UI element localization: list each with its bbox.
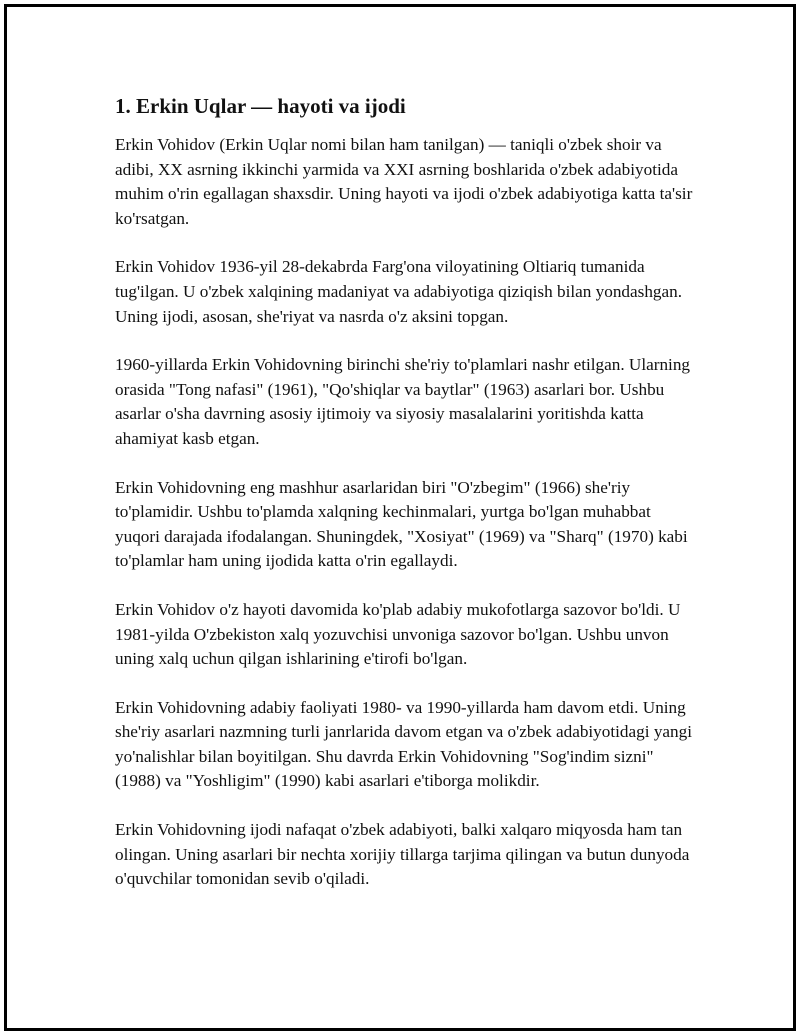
paragraph-later-works: Erkin Vohidovning adabiy faoliyati 1980- va 1990-yillarda ham davom etdi. Uning she'riy asarlari nazmning turli janrlarida davom etgan va o'zbek adabiyotidagi yangi yo'nalishlar bilan boyitilgan. Shu davrda Erkin Vohidovning "Sog'indim sizni" (1988) va "Yoshligim" (1990) kabi asarlari e'tiborga molikdir. [115, 697, 692, 791]
paragraph-first-collections: 1960-yillarda Erkin Vohidovning birinchi she'riy to'plamlari nashr etilgan. Ularning orasida "Tong nafasi" (1961), "Qo'shiqlar va baytlar" (1963) asarlari bor. Ushbu asarlar o'sha davrning asosiy ijtimoiy va siyosiy masalalarini yoritishda katta ahamiyat kasb etgan. [115, 355, 691, 448]
paragraph-international: Erkin Vohidovning ijodi nafaqat o'zbek adabiyoti, balki xalqaro miqyosda ham tan olingan. Uning asarlari bir nechta xorijiy tillarga tarjima qilingan va butun dunyoda o'quvchilar tomonidan sevib o'qiladi. [115, 820, 690, 889]
document-body [115, 92, 695, 916]
paragraph-intro: Erkin Vohidov (Erkin Uqlar nomi bilan ham tanilgan) — taniqli o'zbek shoir va adibi, XX asrning ikkinchi yarmida va XXI asrning boshlarida o'zbek adabiyotida muhim o'rin egallagan shaxsdir. Uning hayoti va ijodi o'zbek adabiyotiga katta ta'sir ko'rsatgan. [115, 135, 693, 228]
paragraph-birth: Erkin Vohidov 1936-yil 28-dekabrda Farg'ona viloyatining Oltiariq tumanida tug'ilgan. U o'zbek xalqining madaniyat va adabiyotiga qiziqish bilan yondashgan. Uning ijodi, asosan, she'riyat va nasrda o'z aksini topgan. [115, 257, 683, 326]
paragraph-awards: Erkin Vohidov o'z hayoti davomida ko'plab adabiy mukofotlarga sazovor bo'ldi. U 1981-yilda O'zbekiston xalq yozuvchisi unvoniga sazovor bo'lgan. Ushbu unvon uning xalq uchun qilgan ishlarining e'tirofi bo'lgan. [115, 599, 681, 669]
document-title: 1. Erkin Uqlar — hayoti va ijodi [115, 94, 406, 118]
paragraph-ozbegim: Erkin Vohidovning eng mashhur asarlaridan biri "O'zbegim" (1966) she'riy to'plamidir. Ushbu to'plamda xalqning kechinmalari, yurtga bo'lgan muhabbat yuqori darajada ifodalangan. Shuningdek, "Xosiyat" (1969) va "Sharq" (1970) kabi to'plamlar ham uning ijodida katta o'rin egallaydi. [115, 477, 688, 571]
